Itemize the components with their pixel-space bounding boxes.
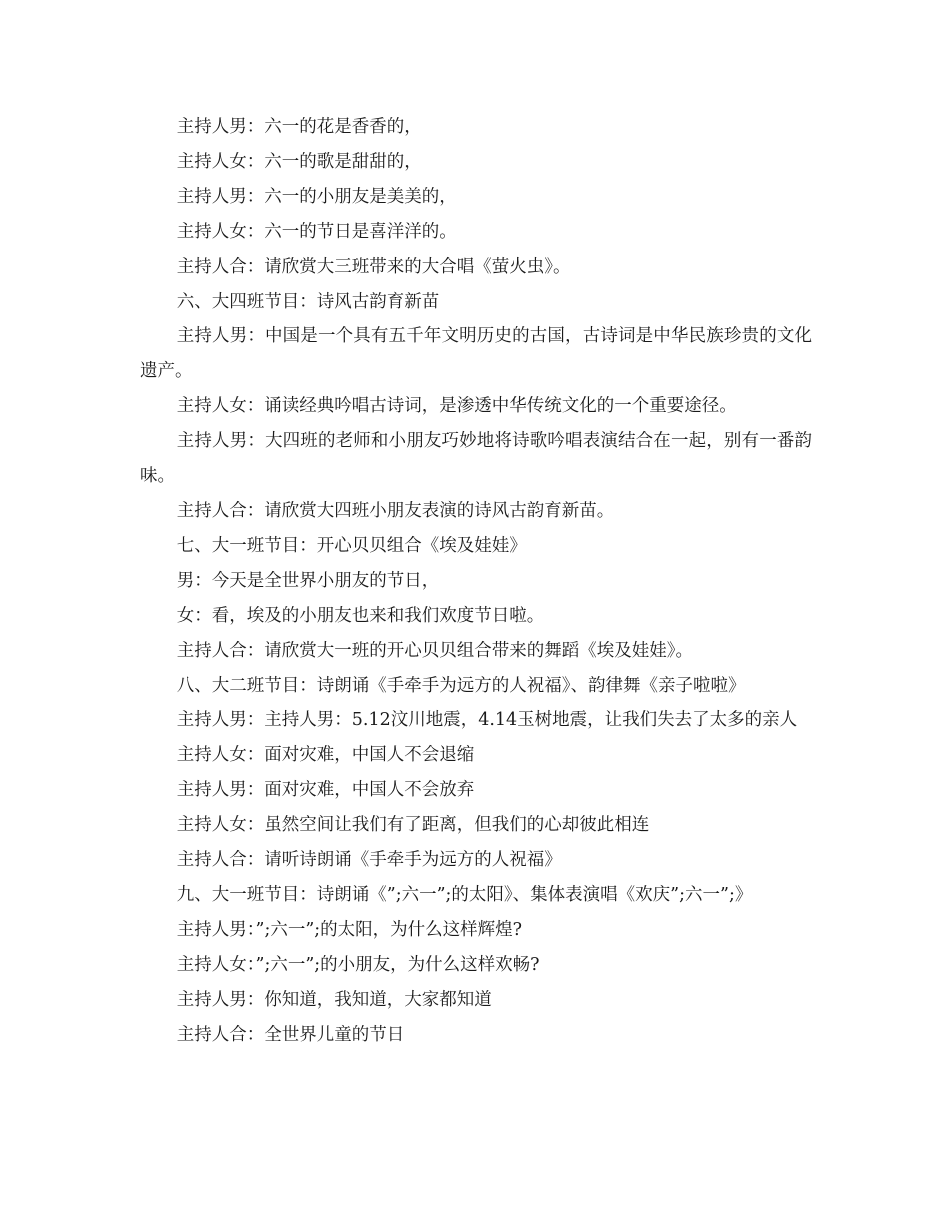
paragraph: 主持人女：面对灾难，中国人不会退缩 [176, 745, 475, 766]
paragraph: 主持人男：六一的花是香香的， [176, 117, 422, 137]
section-heading: 七、大一班节目：开心贝贝组合《埃及娃娃》 [176, 535, 527, 556]
paragraph: 主持人男：面对灾难，中国人不会放弃 [176, 780, 475, 801]
paragraph: 主持人男：中国是一个具有五千年文明历史的古国，古诗词是中华民族珍贵的文化遗产。 [140, 326, 812, 382]
paragraph: 主持人女：六一的歌是甜甜的， [176, 151, 422, 172]
paragraph: 主持人女：”;六一”;的小朋友，为什么这样欢畅? [176, 954, 540, 975]
section-heading: 九、大一班节目：诗朗诵《”;六一”;的太阳》、集体表演唱《欢庆”;六一”;》 [176, 884, 753, 905]
paragraph: 主持人男：”;六一”;的太阳，为什么这样辉煌? [176, 919, 523, 940]
paragraph: 主持人合：请听诗朗诵《手牵手为远方的人祝福》 [176, 850, 562, 871]
paragraph: 男：今天是全世界小朋友的节日， [176, 570, 440, 591]
paragraph: 主持人女：诵读经典吟唱古诗词，是渗透中华传统文化的一个重要途径。 [176, 396, 737, 417]
section-heading: 八、大二班节目：诗朗诵《手牵手为远方的人祝福》、韵律舞《亲子啦啦》 [176, 675, 746, 696]
paragraph: 主持人合：请欣赏大一班的开心贝贝组合带来的舞蹈《埃及娃娃》。 [176, 640, 693, 661]
paragraph: 主持人男：你知道，我知道，大家都知道 [176, 989, 492, 1010]
paragraph: 女：看，埃及的小朋友也来和我们欢度节日啦。 [176, 605, 545, 626]
paragraph: 主持人男：主持人男：5.12汶川地震，4.14玉树地震，让我们失去了太多的亲人 [176, 710, 798, 731]
paragraph: 主持人男：六一的小朋友是美美的， [176, 186, 457, 207]
paragraph: 主持人合：请欣赏大四班小朋友表演的诗风古韵育新苗。 [176, 500, 615, 521]
paragraph: 主持人男：大四班的老师和小朋友巧妙地将诗歌吟唱表演结合在一起，别有一番韵味。 [140, 431, 812, 487]
paragraph: 主持人女：虽然空间让我们有了距离，但我们的心却彼此相连 [176, 815, 650, 836]
section-heading: 六、大四班节目：诗风古韵育新苗 [176, 291, 440, 312]
paragraph: 主持人合：请欣赏大三班带来的大合唱《萤火虫》。 [176, 256, 571, 277]
paragraph: 主持人合：全世界儿童的节日 [176, 1024, 405, 1045]
document-body [140, 110, 812, 1052]
paragraph: 主持人女：六一的节日是喜洋洋的。 [176, 221, 457, 242]
